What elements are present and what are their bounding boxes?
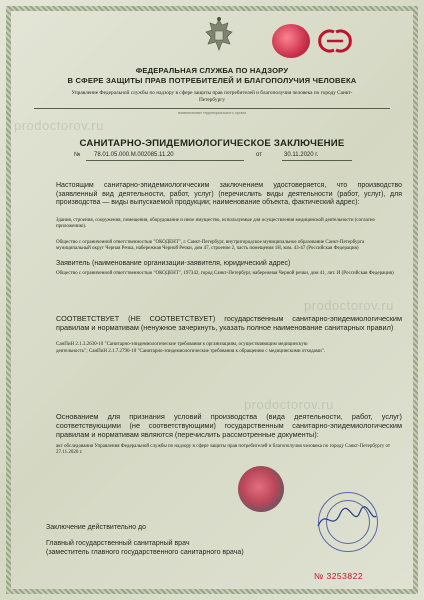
department-line2: Петербургу (198, 97, 226, 103)
agency-name-line2: В СФЕРЕ ЗАЩИТЫ ПРАВ ПОТРЕБИТЕЛЕЙ И БЛАГОПОЛУЧИЯ ЧЕЛОВЕКА (67, 76, 357, 85)
certificate-content (14, 14, 410, 586)
agency-logo-icon (318, 28, 352, 54)
watermark-lower: prodoctorov.ru (244, 397, 334, 412)
compliance-statement: СООТВЕТСТВУЕТ (НЕ СООТВЕТСТВУЕТ) государственным санитарно-эпидемиологическим правилам и нормативам (ненужное зачеркнуть, указать полное наименование санитарных правил) (56, 314, 402, 332)
intro-paragraph: Настоящим санитарно-эпидемиологическим заключением удостоверяется, что производство (заявленный вид деятельности, работ, услуг) (перечислить виды деятельности (работ, услуг), для производства — виды выпускаемой продукции; наименование объекта, фактический адрес): (56, 182, 402, 207)
signatory-subtitle: (заместитель главного государственного санитарного врача) (46, 549, 244, 556)
number-underline (86, 160, 244, 161)
serial-number: № 3253822 (314, 571, 364, 581)
signatory-title: Главный государственный санитарный врач (46, 540, 190, 547)
date-underline (282, 160, 352, 161)
watermark-top: prodoctorov.ru (14, 118, 104, 133)
applicant-label: Заявитель (наименование организации-заявителя, юридический адрес) (56, 260, 291, 267)
document-number: 78.01.05.000.М.002085.11.20 (94, 152, 174, 158)
coat-of-arms-icon (202, 16, 236, 56)
number-label: № (74, 152, 81, 158)
basis-paragraph: Основанием для признания условий производства (вида деятельности, работ, услуг) соответствующими (не соответствующими) государственным санитарно-эпидемиологическим правилам и нормативам являются (перечислить рассмотренные документы): (56, 412, 402, 439)
agency-name-line1: ФЕДЕРАЛЬНАЯ СЛУЖБА ПО НАДЗОРУ (135, 66, 289, 75)
date-label: от (256, 152, 262, 158)
hologram-sticker-icon (272, 24, 310, 58)
signature-icon (314, 502, 378, 536)
hologram-seal-icon (238, 466, 284, 512)
basis-document: акт обследования Управления Федеральной службы по надзору в сфере защиты прав потребителей и благополучия человека по городу Санкт-Петербургу от 27.11.2020 г. (56, 444, 391, 456)
watermark-middle: prodoctorov.ru (304, 298, 394, 313)
applicant-organization: Общество с ограниченной ответственностью "ОКОДЕНТ", г. Санкт-Петербург, внутригородское муниципальное образование Санкт-Петербурга муниципальный округ Черная Речка, набережная Черной Речки, дом 47, строение 2, часть помещения 1Н, ком. 43-47 (Российская Федерация) (56, 240, 365, 252)
norms-line1: СанПиН 2.1.3.2630-10 "Санитарно-эпидемиологические требования к организациям, осуществляющим медицинскую (56, 342, 308, 347)
department-underline (34, 108, 390, 109)
document-title: САНИТАРНО-ЭПИДЕМИОЛОГИЧЕСКОЕ ЗАКЛЮЧЕНИЕ (79, 138, 345, 149)
validity-label: Заключение действительно до (46, 524, 147, 531)
applicant-address: Общество с ограниченной ответственностью "ОКОДЕНТ", 197342, город Санкт-Петербург, набережная Черной речки, дом 41, лит. И (Российская Федерация) (56, 271, 394, 276)
department-line1: Управление Федеральной службы по надзору в сфере защиты прав потребителей и благополучия человека по городу Санкт- (71, 90, 353, 96)
department-caption: наименование территориального органа (177, 110, 247, 115)
document-date: 30.11.2020 г. (284, 152, 319, 158)
intro-filled-text: Здания, строения, сооружения, помещения, оборудование и иное имущество, используемые для осуществления медицинской деятельности (согласно приложению). (56, 218, 376, 230)
norms-line2: деятельность"; СанПиН 2.1.7.2790-10 "Санитарно-эпидемиологические требования к обращению с медицинскими отходами". (56, 349, 326, 354)
document-number-row (74, 152, 394, 164)
